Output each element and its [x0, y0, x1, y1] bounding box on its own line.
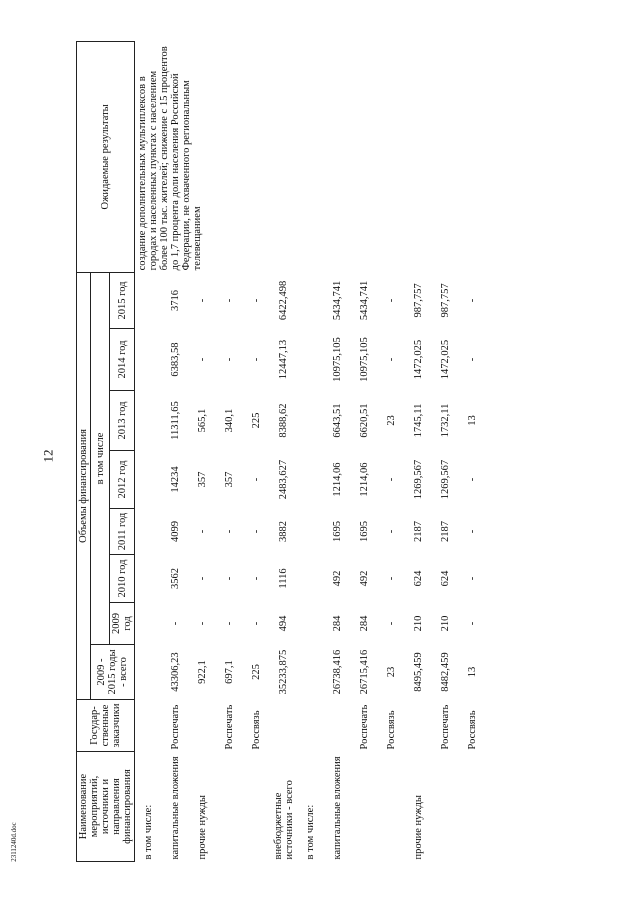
cell-y2014: - — [386, 357, 398, 362]
cell-results-empty — [405, 41, 432, 272]
cell-y2009: - — [197, 621, 209, 626]
cell-y2012: 14234 — [170, 466, 182, 493]
cell-results-empty — [297, 41, 324, 272]
cell-total: 8495,459 — [413, 652, 425, 692]
cell-y2014: 12447,13 — [278, 339, 290, 380]
header-2014: 2014 год — [110, 329, 135, 391]
cell-y2015: 3716 — [170, 289, 182, 311]
cell-name — [351, 752, 378, 862]
cell-y2011 — [297, 509, 324, 555]
cell-y2013: 565,1 — [197, 408, 209, 433]
cell-y2013: 1745,11 — [413, 403, 425, 438]
cell-total: 225 — [251, 664, 263, 680]
table-row — [405, 41, 432, 861]
table-body — [135, 41, 487, 861]
cell-y2015: - — [197, 298, 209, 303]
cell-total: 43306,23 — [170, 652, 182, 692]
page-number: 12 — [40, 449, 56, 463]
cell-y2009: - — [251, 621, 263, 626]
header-2012: 2012 год — [110, 451, 135, 509]
cell-y2010: - — [386, 576, 398, 581]
cell-y2012: - — [251, 477, 263, 482]
cell-results-empty — [459, 41, 486, 272]
cell-y2012: - — [467, 477, 479, 482]
cell-y2012 — [135, 451, 163, 509]
table-row — [351, 41, 378, 861]
cell-customer: Роспечать — [170, 704, 182, 750]
cell-y2014 — [297, 329, 324, 391]
cell-y2010: - — [224, 576, 236, 581]
cell-y2012 — [297, 451, 324, 509]
cell-y2009: - — [224, 621, 236, 626]
cell-y2010 — [297, 555, 324, 603]
cell-y2010: 3562 — [170, 568, 182, 589]
cell-y2009: - — [170, 621, 182, 626]
cell-y2009: 210 — [440, 615, 452, 632]
cell-y2009: 284 — [332, 615, 344, 632]
rotated-table-container — [76, 42, 631, 862]
cell-total: 8482,459 — [440, 652, 452, 692]
cell-y2010: - — [467, 576, 479, 581]
cell-y2013: 6643,51 — [332, 403, 344, 438]
cell-customer: Роспечать — [440, 704, 452, 750]
cell-y2014: 1472,025 — [413, 339, 425, 380]
cell-y2015: 5434,741 — [359, 280, 371, 321]
cell-y2014: 6383,58 — [170, 342, 182, 377]
cell-name — [216, 752, 243, 862]
cell-y2014: - — [224, 357, 236, 362]
cell-y2012: 357 — [197, 471, 209, 488]
cell-expected-results: создание дополнительных мультиплексов в городах и населенных пунктах с населением более 100 тыс. жителей; снижение с 15 процентов до 1,7 процента доли населения Российской Федерации, не охваченного региональным телевещанием — [137, 46, 204, 271]
footer-doc-name: 2311240d.doc — [9, 822, 18, 862]
header-name: Наименование мероприятий, источники и направления финансирования — [77, 752, 135, 862]
cell-y2012: 1214,06 — [359, 462, 371, 497]
financing-table — [76, 41, 486, 862]
cell-y2010: 624 — [413, 570, 425, 587]
cell-name: прочие нужды — [413, 795, 425, 860]
cell-y2009: 284 — [359, 615, 371, 632]
cell-y2015: 987,757 — [413, 283, 425, 318]
cell-y2011: 1695 — [332, 521, 344, 542]
cell-total: 13 — [467, 666, 479, 678]
cell-y2015: - — [224, 298, 236, 303]
cell-y2010: - — [197, 576, 209, 581]
cell-name: капитальные вложения — [170, 756, 182, 860]
cell-y2013 — [297, 391, 324, 451]
cell-y2011: 2187 — [413, 521, 425, 542]
cell-y2013: 225 — [251, 412, 263, 429]
cell-customer — [135, 700, 163, 752]
cell-y2011: - — [467, 529, 479, 534]
header-2011: 2011 год — [110, 509, 135, 555]
cell-y2011: 4099 — [170, 521, 182, 542]
header-including: в том числе — [91, 272, 110, 644]
cell-total: 35233,875 — [278, 649, 290, 695]
cell-y2010: 492 — [332, 570, 344, 587]
cell-total — [135, 645, 163, 700]
header-customers: Государ-ственные заказчики — [77, 700, 135, 752]
cell-y2014: 10975,105 — [359, 337, 371, 382]
cell-results-empty — [351, 41, 378, 272]
cell-y2014: - — [467, 357, 479, 362]
cell-y2009 — [135, 603, 163, 645]
cell-y2010: 624 — [440, 570, 452, 587]
cell-customer: Роспечать — [224, 704, 236, 750]
cell-y2011 — [135, 509, 163, 555]
cell-y2009: 210 — [413, 615, 425, 632]
cell-customer — [189, 700, 216, 752]
table-row — [459, 41, 486, 861]
cell-y2013 — [135, 391, 163, 451]
cell-y2011: - — [251, 529, 263, 534]
cell-y2012: - — [386, 477, 398, 482]
header-2009: 2009 год — [110, 603, 135, 645]
cell-customer: Россвязь — [467, 710, 479, 750]
cell-y2014: - — [197, 357, 209, 362]
cell-name — [243, 752, 270, 862]
cell-total: 26715,416 — [359, 649, 371, 695]
cell-y2014: - — [251, 357, 263, 362]
header-2015: 2015 год — [110, 272, 135, 328]
cell-customer: Россвязь — [251, 710, 263, 750]
cell-y2011: - — [386, 529, 398, 534]
cell-y2012: 1269,567 — [440, 459, 452, 500]
cell-y2013: 11311,65 — [170, 401, 182, 440]
cell-y2013: 13 — [467, 415, 479, 426]
cell-y2013: 1732,11 — [440, 403, 452, 438]
cell-results-empty — [432, 41, 459, 272]
cell-y2012: 357 — [224, 471, 236, 488]
cell-customer — [405, 700, 432, 752]
cell-y2015: - — [251, 298, 263, 303]
header-total: 2009 - 2015 годы - всего — [91, 645, 135, 700]
cell-y2009 — [297, 603, 324, 645]
cell-total: 697,1 — [224, 660, 236, 684]
cell-y2012: 2483,627 — [278, 459, 290, 500]
cell-y2010: - — [251, 576, 263, 581]
cell-name: в том числе: — [305, 804, 317, 860]
cell-y2013: 8388,62 — [278, 403, 290, 438]
cell-customer — [324, 700, 351, 752]
cell-y2010 — [135, 555, 163, 603]
cell-y2014: 1472,025 — [440, 339, 452, 380]
cell-y2015 — [297, 272, 324, 328]
cell-y2014: 10975,105 — [332, 337, 344, 382]
cell-name: капитальные вложения — [332, 756, 344, 860]
cell-total: 23 — [386, 666, 398, 678]
cell-y2010: 492 — [359, 570, 371, 587]
cell-results-empty — [378, 41, 405, 272]
cell-y2011: - — [224, 529, 236, 534]
cell-name — [459, 752, 486, 862]
cell-y2012: 1269,567 — [413, 459, 425, 500]
cell-y2011: - — [197, 529, 209, 534]
table-row — [135, 41, 163, 861]
table-row — [432, 41, 459, 861]
cell-total — [297, 645, 324, 700]
cell-customer: Роспечать — [359, 704, 371, 750]
header-2013: 2013 год — [110, 391, 135, 451]
cell-y2011: 2187 — [440, 521, 452, 542]
cell-total: 922,1 — [197, 660, 209, 684]
cell-name: в том числе: — [143, 804, 155, 860]
cell-y2013: 340,1 — [224, 408, 236, 433]
cell-y2012: 1214,06 — [332, 462, 344, 497]
cell-y2015 — [135, 272, 163, 328]
cell-total: 26738,416 — [332, 649, 344, 695]
cell-name: прочие нужды — [197, 795, 209, 860]
cell-y2009: - — [386, 621, 398, 626]
table-row — [297, 41, 324, 861]
cell-name — [378, 752, 405, 862]
cell-results-empty — [324, 41, 351, 272]
header-2010: 2010 год — [110, 555, 135, 603]
cell-y2015: 987,757 — [440, 283, 452, 318]
cell-y2009: 494 — [278, 615, 290, 632]
cell-name: внебюджетные источники - всего — [272, 780, 295, 860]
cell-y2009: - — [467, 621, 479, 626]
cell-y2013: 6620,51 — [359, 403, 371, 438]
table-row — [378, 41, 405, 861]
cell-name — [432, 752, 459, 862]
cell-customer — [297, 700, 324, 752]
cell-customer — [270, 700, 297, 752]
table-row — [324, 41, 351, 861]
cell-y2015: - — [386, 298, 398, 303]
cell-y2010: 1116 — [278, 568, 290, 589]
cell-y2015: 5434,741 — [332, 280, 344, 321]
cell-y2015: - — [467, 298, 479, 303]
header-results: Ожидаемые результаты — [77, 41, 135, 272]
cell-y2013: 23 — [386, 415, 398, 426]
cell-y2011: 1695 — [359, 521, 371, 542]
cell-customer: Россвязь — [386, 710, 398, 750]
header-volumes: Объемы финансирования — [77, 272, 91, 699]
cell-y2015: 6422,498 — [278, 280, 290, 321]
cell-y2011: 3882 — [278, 521, 290, 542]
cell-y2014 — [135, 329, 163, 391]
